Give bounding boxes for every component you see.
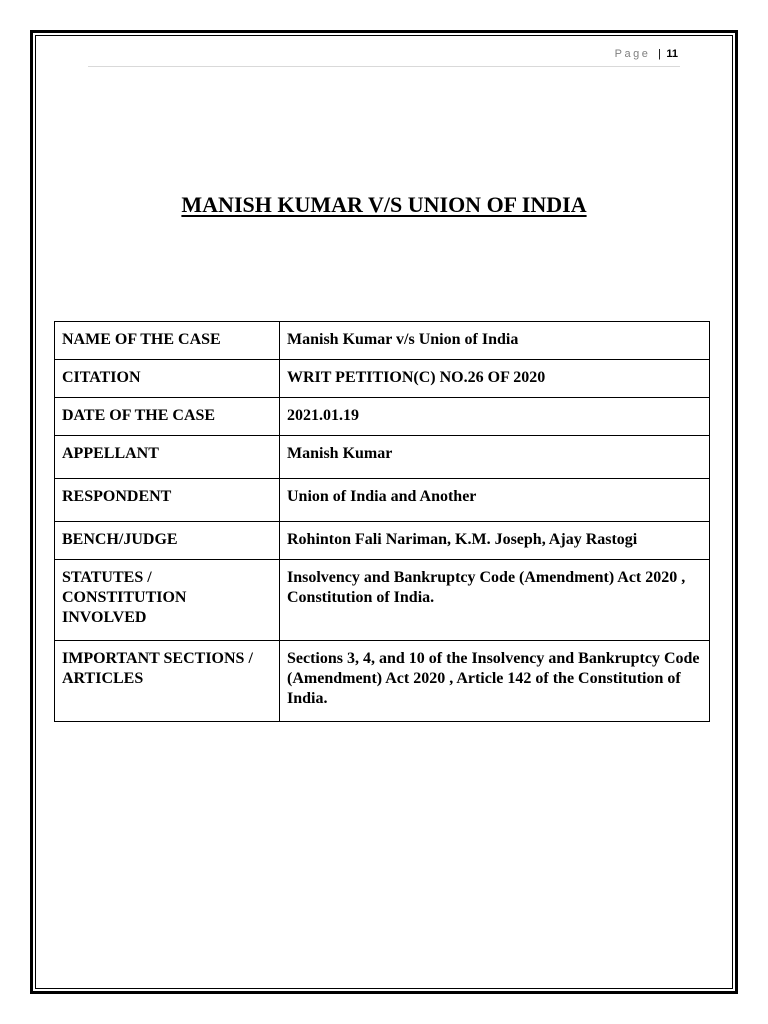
- table-row: [55, 522, 710, 560]
- row-label: RESPONDENT: [55, 479, 280, 522]
- row-label: CITATION: [55, 360, 280, 398]
- page-label: Page: [614, 48, 651, 60]
- case-details-table: [54, 321, 710, 722]
- page-separator: |: [657, 48, 661, 60]
- table-row: [55, 479, 710, 522]
- row-value: Union of India and Another: [280, 479, 710, 522]
- row-label: IMPORTANT SECTIONS / ARTICLES: [55, 641, 280, 722]
- table-row: [55, 360, 710, 398]
- document-title: MANISH KUMAR V/S UNION OF INDIA: [181, 192, 587, 217]
- table-row: [55, 560, 710, 641]
- row-value: Rohinton Fali Nariman, K.M. Joseph, Ajay Rastogi: [280, 522, 710, 560]
- row-label: DATE OF THE CASE: [55, 398, 280, 436]
- row-value: Manish Kumar: [280, 436, 710, 479]
- page-number-header: [615, 48, 678, 60]
- row-value: WRIT PETITION(C) NO.26 OF 2020: [280, 360, 710, 398]
- row-value: Insolvency and Bankruptcy Code (Amendment) Act 2020 , Constitution of India.: [280, 560, 710, 641]
- page-number: 11: [666, 48, 678, 60]
- table-row: [55, 436, 710, 479]
- table-row: [55, 322, 710, 360]
- row-value: Manish Kumar v/s Union of India: [280, 322, 710, 360]
- header-rule: [88, 66, 680, 67]
- row-value: 2021.01.19: [280, 398, 710, 436]
- row-label: APPELLANT: [55, 436, 280, 479]
- table-row: [55, 641, 710, 722]
- row-label: NAME OF THE CASE: [55, 322, 280, 360]
- row-label: STATUTES / CONSTITUTION INVOLVED: [55, 560, 280, 641]
- row-value: Sections 3, 4, and 10 of the Insolvency and Bankruptcy Code (Amendment) Act 2020 , Article 142 of the Constitution of India.: [280, 641, 710, 722]
- row-label: BENCH/JUDGE: [55, 522, 280, 560]
- table-row: [55, 398, 710, 436]
